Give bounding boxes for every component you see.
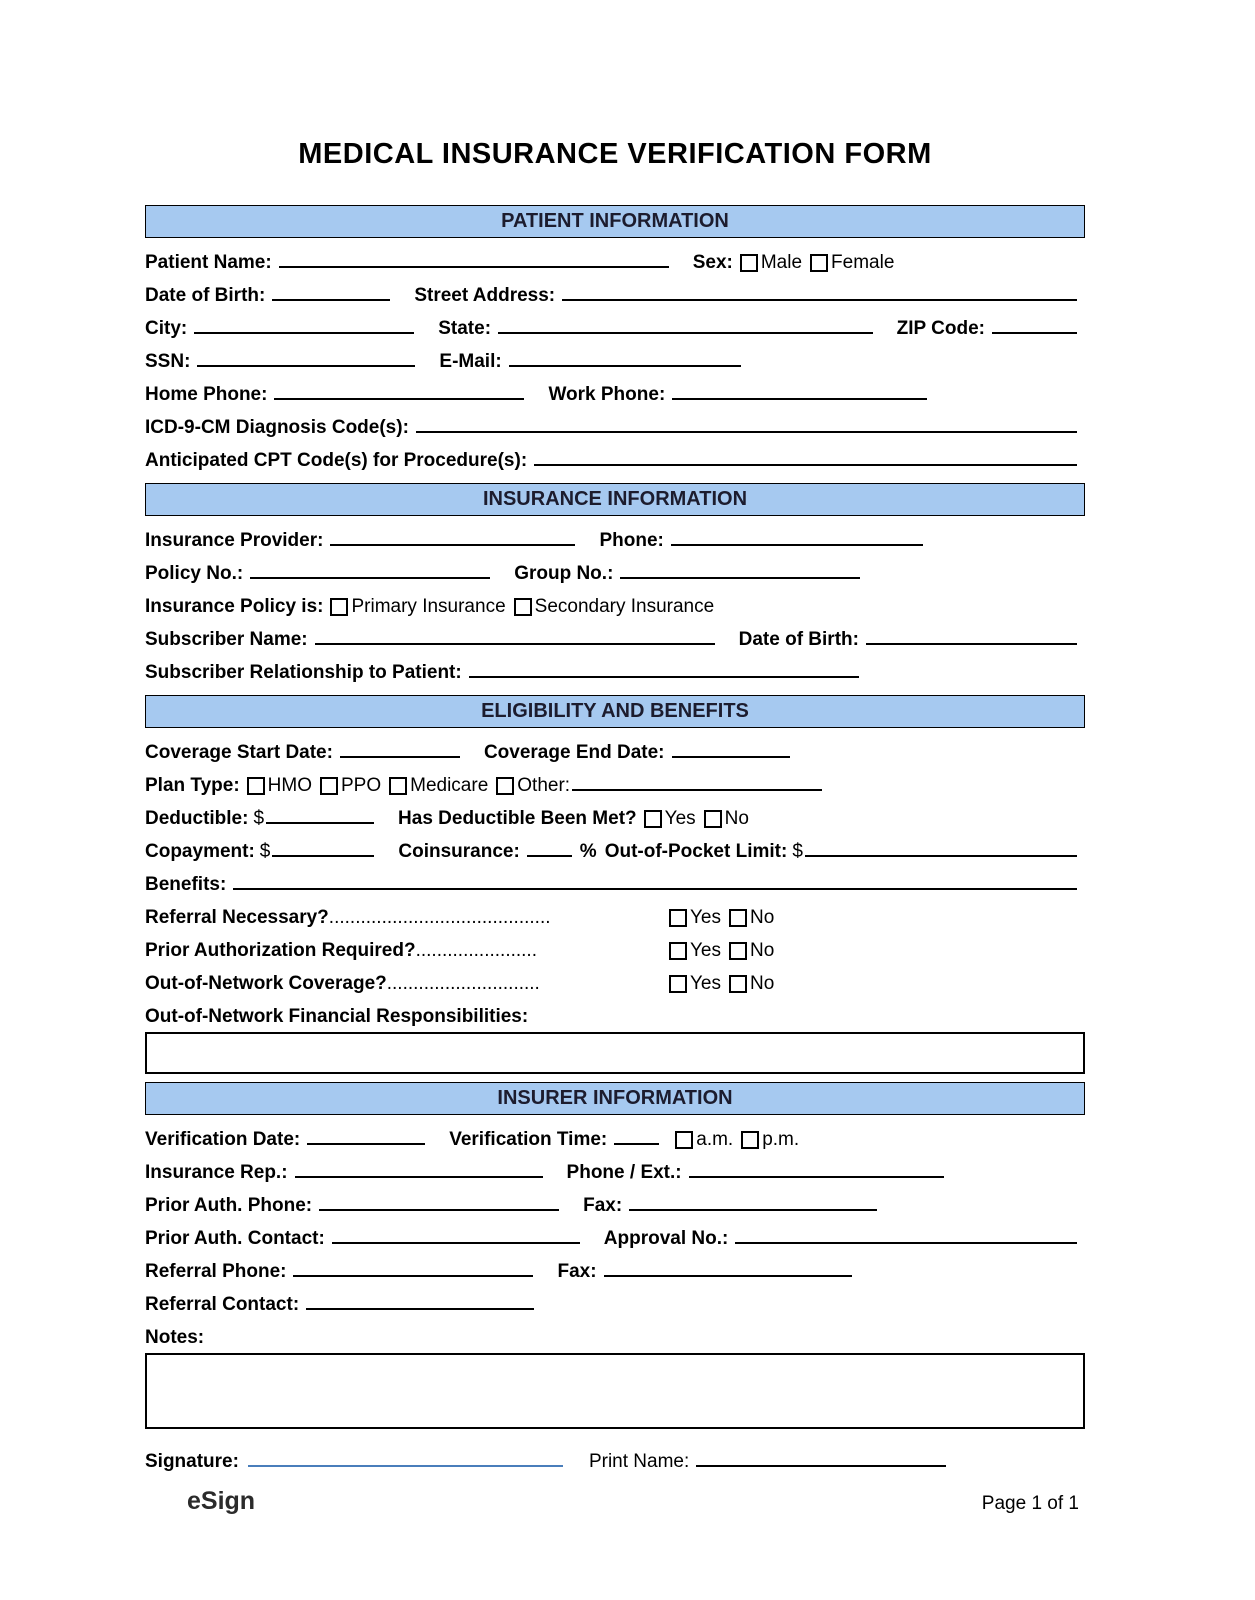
date-of-birth-field[interactable] (272, 298, 390, 301)
prior-authorization-dots: ....................... (415, 940, 537, 961)
plan-other-checkbox[interactable] (496, 777, 514, 795)
section-header-insurer-information: INSURER INFORMATION (145, 1082, 1085, 1115)
prior-auth-contact-label: Prior Auth. Contact: (145, 1228, 325, 1249)
time-am-label: a.m. (696, 1129, 734, 1150)
referral-yes-label: Yes (690, 907, 721, 928)
coinsurance-field[interactable] (527, 854, 572, 857)
out-of-pocket-dollar-sign: $ (792, 841, 803, 862)
row-icd-codes (145, 417, 1085, 439)
deductible-met-yes-label: Yes (664, 808, 696, 829)
plan-hmo-label: HMO (267, 775, 312, 796)
icd-codes-field[interactable] (416, 430, 1077, 433)
group-no-field[interactable] (620, 576, 860, 579)
deductible-field[interactable] (266, 821, 374, 824)
referral-fax-label: Fax: (557, 1261, 597, 1282)
subscriber-relationship-field[interactable] (469, 675, 859, 678)
out-of-pocket-label: Out-of-Pocket Limit: (604, 841, 788, 862)
prior-auth-contact-field[interactable] (332, 1241, 580, 1244)
coverage-end-label: Coverage End Date: (483, 742, 665, 763)
plan-medicare-checkbox[interactable] (389, 777, 407, 795)
approval-no-field[interactable] (735, 1241, 1077, 1244)
row-policy-type (145, 596, 1085, 618)
print-name-label: Print Name: (588, 1451, 690, 1472)
time-pm-label: p.m. (762, 1129, 800, 1150)
plan-type-label: Plan Type: (145, 775, 240, 796)
oon-yes-label: Yes (690, 973, 721, 994)
policy-no-label: Policy No.: (145, 563, 244, 584)
row-insurance-rep (145, 1162, 1085, 1184)
zip-code-label: ZIP Code: (896, 318, 985, 339)
row-prior-authorization (145, 940, 1085, 962)
time-am-checkbox[interactable] (675, 1131, 693, 1149)
plan-ppo-label: PPO (341, 775, 382, 796)
work-phone-field[interactable] (672, 397, 927, 400)
patient-name-field[interactable] (279, 265, 669, 268)
deductible-met-no-checkbox[interactable] (704, 810, 722, 828)
subscriber-relationship-label: Subscriber Relationship to Patient: (145, 662, 462, 683)
oon-financial-label: Out-of-Network Financial Responsibilities: (145, 1006, 529, 1027)
home-phone-label: Home Phone: (145, 384, 268, 405)
row-notes (145, 1327, 1085, 1349)
row-cpt-codes (145, 450, 1085, 472)
row-oon-financial (145, 1006, 1085, 1028)
benefits-label: Benefits: (145, 874, 227, 895)
patient-name-label: Patient Name: (145, 252, 272, 273)
benefits-field[interactable] (233, 887, 1077, 890)
row-copayment-coinsurance (145, 841, 1085, 863)
row-signature (145, 1451, 1085, 1473)
subscriber-dob-field[interactable] (866, 642, 1077, 645)
secondary-insurance-label: Secondary Insurance (534, 596, 715, 617)
city-label: City: (145, 318, 188, 339)
cpt-codes-label: Anticipated CPT Code(s) for Procedure(s): (145, 450, 528, 471)
subscriber-name-field[interactable] (315, 642, 715, 645)
out-of-network-dots: ............................. (386, 973, 540, 994)
referral-phone-field[interactable] (293, 1274, 533, 1277)
coverage-start-field[interactable] (340, 755, 460, 758)
row-verification (145, 1129, 1085, 1151)
primary-insurance-label: Primary Insurance (351, 596, 506, 617)
coinsurance-label: Coinsurance: (398, 841, 520, 862)
insurance-provider-label: Insurance Provider: (145, 530, 324, 551)
copayment-label: Copayment: (145, 841, 255, 862)
verification-time-field[interactable] (614, 1142, 659, 1145)
form-page (145, 0, 1085, 1516)
insurance-provider-field[interactable] (330, 543, 575, 546)
deductible-label: Deductible: (145, 808, 249, 829)
row-home-work-phone (145, 384, 1085, 406)
sex-male-label: Male (760, 252, 803, 273)
row-provider-phone (145, 530, 1085, 552)
plan-other-field[interactable] (572, 788, 822, 791)
verification-date-field[interactable] (307, 1142, 425, 1145)
street-address-field[interactable] (562, 298, 1077, 301)
section-header-eligibility-benefits: ELIGIBILITY AND BENEFITS (145, 695, 1085, 728)
work-phone-label: Work Phone: (548, 384, 666, 405)
row-patient-name-sex (145, 252, 1085, 274)
referral-fax-field[interactable] (604, 1274, 852, 1277)
section-header-patient-information: PATIENT INFORMATION (145, 205, 1085, 238)
oon-no-label: No (750, 973, 775, 994)
oon-yes-checkbox[interactable] (669, 975, 687, 993)
email-field[interactable] (509, 364, 741, 367)
prior-auth-fax-label: Fax: (583, 1195, 623, 1216)
row-plan-type (145, 775, 1085, 797)
primary-insurance-checkbox[interactable] (330, 598, 348, 616)
street-address-label: Street Address: (414, 285, 556, 306)
approval-no-label: Approval No.: (603, 1228, 729, 1249)
row-referral-necessary (145, 907, 1085, 929)
row-prior-auth-contact (145, 1228, 1085, 1250)
referral-contact-field[interactable] (306, 1307, 534, 1310)
cpt-codes-field[interactable] (534, 463, 1077, 466)
prior-auth-yes-checkbox[interactable] (669, 942, 687, 960)
deductible-met-yes-checkbox[interactable] (644, 810, 662, 828)
insurance-phone-label: Phone: (599, 530, 664, 551)
row-subscriber-dob (145, 629, 1085, 651)
sex-label: Sex: (692, 252, 733, 273)
phone-ext-label: Phone / Ext.: (566, 1162, 682, 1183)
prior-auth-yes-label: Yes (690, 940, 721, 961)
print-name-field[interactable] (696, 1464, 946, 1467)
row-ssn-email (145, 351, 1085, 373)
verification-date-label: Verification Date: (145, 1129, 301, 1150)
page-number: Page 1 of 1 (981, 1493, 1079, 1514)
signature-label: Signature: (145, 1451, 239, 1472)
ssn-label: SSN: (145, 351, 191, 372)
row-out-of-network-coverage (145, 973, 1085, 995)
page-footer (145, 1487, 1085, 1516)
sex-female-checkbox[interactable] (810, 254, 828, 272)
notes-box[interactable] (145, 1353, 1085, 1429)
coinsurance-percent-label: % (579, 841, 597, 862)
policy-no-field[interactable] (250, 576, 490, 579)
prior-auth-no-checkbox[interactable] (729, 942, 747, 960)
out-of-network-coverage-label: Out-of-Network Coverage? (145, 973, 387, 994)
coverage-start-label: Coverage Start Date: (145, 742, 333, 763)
home-phone-field[interactable] (274, 397, 524, 400)
section-header-insurance-information: INSURANCE INFORMATION (145, 483, 1085, 516)
row-city-state-zip (145, 318, 1085, 340)
time-pm-checkbox[interactable] (741, 1131, 759, 1149)
zip-code-field[interactable] (992, 331, 1077, 334)
row-referral-phone (145, 1261, 1085, 1283)
plan-ppo-checkbox[interactable] (320, 777, 338, 795)
prior-auth-phone-field[interactable] (319, 1208, 559, 1211)
insurance-rep-field[interactable] (295, 1175, 543, 1178)
plan-medicare-label: Medicare (410, 775, 489, 796)
deductible-met-no-label: No (724, 808, 749, 829)
secondary-insurance-checkbox[interactable] (514, 598, 532, 616)
coverage-end-field[interactable] (672, 755, 790, 758)
phone-ext-field[interactable] (689, 1175, 944, 1178)
plan-other-label: Other: (517, 775, 571, 796)
deductible-dollar-sign: $ (253, 808, 265, 829)
referral-no-label: No (750, 907, 775, 928)
row-coverage-dates (145, 742, 1085, 764)
date-of-birth-label: Date of Birth: (145, 285, 266, 306)
state-field[interactable] (498, 331, 873, 334)
oon-no-checkbox[interactable] (729, 975, 747, 993)
row-subscriber-relationship (145, 662, 1085, 684)
referral-yes-checkbox[interactable] (669, 909, 687, 927)
row-policy-group (145, 563, 1085, 585)
icd-codes-label: ICD-9-CM Diagnosis Code(s): (145, 417, 409, 438)
oon-financial-responsibilities-box[interactable] (145, 1032, 1085, 1074)
esign-logo: eSign (187, 1487, 256, 1515)
verification-time-label: Verification Time: (449, 1129, 608, 1150)
insurance-policy-is-label: Insurance Policy is: (145, 596, 324, 617)
prior-auth-fax-field[interactable] (629, 1208, 877, 1211)
row-benefits (145, 874, 1085, 896)
state-label: State: (438, 318, 492, 339)
insurance-rep-label: Insurance Rep.: (145, 1162, 288, 1183)
referral-necessary-dots: .......................................... (328, 907, 551, 928)
row-referral-contact (145, 1294, 1085, 1316)
copayment-dollar-sign: $ (259, 841, 271, 862)
city-field[interactable] (194, 331, 414, 334)
referral-necessary-label: Referral Necessary? (145, 907, 329, 928)
row-deductible (145, 808, 1085, 830)
prior-authorization-label: Prior Authorization Required? (145, 940, 416, 961)
ssn-field[interactable] (197, 364, 415, 367)
sex-male-checkbox[interactable] (740, 254, 758, 272)
email-label: E-Mail: (439, 351, 502, 372)
insurance-phone-field[interactable] (671, 543, 923, 546)
out-of-pocket-field[interactable] (805, 854, 1077, 857)
referral-phone-label: Referral Phone: (145, 1261, 287, 1282)
deductible-met-label: Has Deductible Been Met? (398, 808, 637, 829)
group-no-label: Group No.: (514, 563, 614, 584)
referral-no-checkbox[interactable] (729, 909, 747, 927)
row-prior-auth-phone (145, 1195, 1085, 1217)
row-dob-street (145, 285, 1085, 307)
copayment-field[interactable] (272, 854, 374, 857)
subscriber-name-label: Subscriber Name: (145, 629, 308, 650)
plan-hmo-checkbox[interactable] (247, 777, 265, 795)
prior-auth-phone-label: Prior Auth. Phone: (145, 1195, 313, 1216)
notes-label: Notes: (145, 1327, 205, 1348)
signature-line[interactable] (248, 1464, 563, 1467)
subscriber-dob-label: Date of Birth: (738, 629, 859, 650)
prior-auth-no-label: No (750, 940, 775, 961)
sex-female-label: Female (831, 252, 895, 273)
referral-contact-label: Referral Contact: (145, 1294, 300, 1315)
page-title: MEDICAL INSURANCE VERIFICATION FORM (298, 138, 932, 170)
